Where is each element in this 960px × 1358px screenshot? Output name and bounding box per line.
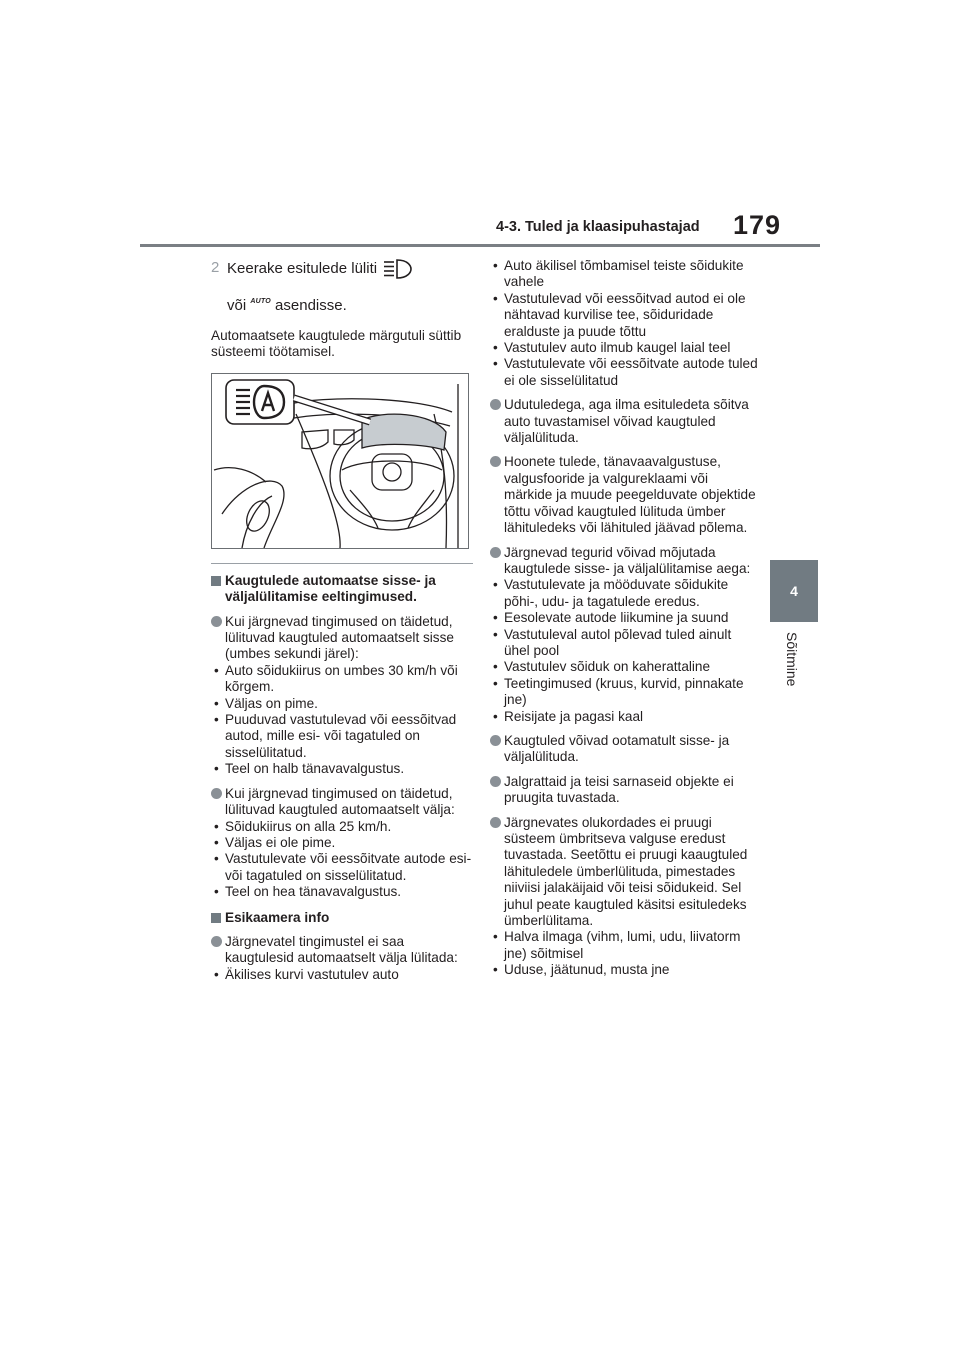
list-item: • Väljas ei ole pime. — [214, 834, 336, 850]
step-line-2 — [227, 292, 473, 316]
page-number: 179 — [733, 210, 782, 240]
list-item: • Vastutulevate või eessõitvate autode esi- või tagatuled on sisselülitatud. — [214, 851, 472, 883]
bullet-turn-off-conditions — [211, 786, 473, 819]
bullet-camera-conditions — [211, 934, 473, 967]
step-instruction — [211, 258, 473, 316]
bullet-dot-icon — [490, 735, 501, 746]
bullet-ambient-light-text: Järgnevates olukordades ei pruugi süsteem ümbritseva valguse eredust tuvastada. Seetõttu ei pruugi kaaugtuled lähituledele ümberlülituda, pimestades niiviisi jalakäijaid või teisi sõidukeid. Sel juhul peate kaugtuled käsitsi esituledeks ümberlülitama. — [504, 814, 748, 929]
bullet-fog-lights — [490, 397, 760, 446]
list-item: • Vastutuleval autol põlevad tuled ainult ühel pool — [493, 626, 732, 658]
bullet-dot-icon — [490, 399, 501, 410]
list-item: • Vastutulev sõiduk on kaherattaline — [493, 659, 711, 675]
list-item-text: Vastutulevate ja mööduvate sõidukite põhi-, udu- ja tagatulede eredus. — [504, 577, 729, 609]
list-item: • Äkilises kurvi vastutulev auto — [214, 966, 399, 982]
list-item-text: Teel on hea tänavavalgustus. — [225, 884, 402, 900]
list-item: • Auto sõidukiirus on umbes 30 km/h või kõrgem. — [214, 662, 458, 695]
indicator-lead-text: Automaatsete kaugtulede märgutuli süttib süsteemi töötamisel. — [211, 328, 462, 360]
bullet-reflections-text: Hoonete tulede, tänavaavalgustuse, valgusfooride ja valgureklaami või märkide ja muude peegelduvate objektide tõttu võivad kaugtuled lülituda ümber lähituledeks või lähituled jäävad põlema. — [504, 454, 756, 536]
list-item-text: Vastutulevate või eessõitvate autode tuled ei ole sisselülitatud — [504, 356, 758, 388]
bullet-camera-text: Järgnevatel tingimustel ei saa kaugtulesid automaatselt välja lülitada: — [225, 933, 458, 966]
list-item: • Vastutulevate või eessõitvate autode tuled ei ole sisselülitatud — [493, 356, 758, 388]
list-item-text: Sõidukiirus on alla 25 km/h. — [225, 818, 392, 834]
bullet-unexpected-text: Kaugtuled võivad ootamatult sisse- ja väljalülituda. — [504, 732, 730, 765]
list-item-text: Vastutulevate või eessõitvate autode esi- või tagatuled on sisselülitatud. — [225, 851, 472, 883]
left-column — [211, 258, 473, 983]
right-column — [490, 258, 760, 979]
bullet-dot-icon — [211, 788, 222, 799]
bullet-dot-icon — [490, 776, 501, 787]
bullet-turn-on-text: Kui järgnevad tingimused on täidetud, lülituvad kaugtuled automaatselt sisse (umbes sekundi järel): — [225, 613, 454, 662]
bullet-dot-icon — [211, 616, 222, 627]
list-item: • Halva ilmaga (vihm, lumi, udu, liivatorm jne) sõitmisel — [493, 929, 741, 961]
section-heading-conditions — [211, 573, 473, 606]
chapter-number: 4 — [790, 583, 798, 599]
bullet-unexpected — [490, 733, 760, 766]
section-title: 4-3. Tuled ja klaasipuhastajad — [496, 219, 700, 235]
list-item-text: Väljas on pime. — [225, 695, 318, 711]
bullet-dot-icon — [211, 936, 222, 947]
bullet-bicycles — [490, 774, 760, 807]
list-item: • Sõidukiirus on alla 25 km/h. — [214, 818, 392, 834]
header-divider — [140, 244, 820, 247]
bullet-dot-icon — [490, 817, 501, 828]
section-square-icon — [211, 913, 221, 923]
bullet-turn-on-conditions — [211, 614, 473, 663]
chapter-title-text: Sõitmine — [784, 632, 800, 687]
list-item: • Teel on halb tänavavalgustus. — [214, 761, 405, 777]
list-item-text: Teetingimused (kruus, kurvid, pinnakate jne) — [504, 675, 744, 708]
step-text-1: Keerake esitulede lüliti — [227, 259, 378, 277]
bullet-turn-off-text: Kui järgnevad tingimused on täidetud, lülituvad kaugtuled automaatselt välja: — [225, 785, 455, 818]
step-line-1 — [227, 258, 473, 280]
list-item: • Vastutulev auto ilmub kaugel laial teel — [493, 340, 731, 356]
figure-divider — [211, 563, 473, 564]
list-item-text: Vastutuleval autol põlevad tuled ainult ühel pool — [504, 626, 732, 658]
bullet-reflections — [490, 454, 760, 536]
list-item: • Eesolevate autode liikumine ja suund — [493, 610, 729, 626]
list-item-text: Reisijate ja pagasi kaal — [504, 708, 644, 724]
list-item-text: Vastutulev sõiduk on kaherattaline — [504, 659, 711, 675]
list-item: • Puuduvad vastutulevad või eessõitvad autod, mille esi- või tagatuled on sisselülitatud. — [214, 712, 457, 760]
section-heading-camera — [211, 910, 473, 926]
list-item-text: Eesolevate autode liikumine ja suund — [504, 610, 729, 626]
section-heading-camera-text: Esikaamera info — [225, 909, 330, 925]
list-item-text: Äkilises kurvi vastutulev auto — [225, 966, 399, 982]
list-item-text: Halva ilmaga (vihm, lumi, udu, liivatorm jne) sõitmisel — [504, 929, 741, 961]
list-item-text: Vastutulevad või eessõitvad autod ei ole nähtavad kurvilise tee, sõiduridade eralduste ja puude tõttu — [504, 290, 746, 339]
list-item: • Väljas on pime. — [214, 695, 318, 711]
list-item: • Teetingimused (kruus, kurvid, pinnakate jne) — [493, 675, 744, 708]
headlight-switch-icon — [381, 258, 413, 280]
section-heading-conditions-text: Kaugtulede automaatse sisse- ja väljalülitamise eeltingimused. — [225, 572, 436, 605]
auto-position-symbol: AUTO — [250, 298, 271, 305]
list-item-text: Teel on halb tänavavalgustus. — [225, 761, 405, 777]
step-number: 2 — [211, 259, 220, 276]
list-item: • Vastutulevad või eessõitvad autod ei ole nähtavad kurvilise tee, sõiduridade eralduste ja puude tõttu — [493, 290, 746, 339]
step-text-2b: asendisse. — [275, 297, 347, 314]
list-item: • Vastutulevate ja mööduvate sõidukite põhi-, udu- ja tagatulede eredus. — [493, 577, 729, 609]
list-item: • Reisijate ja pagasi kaal — [493, 708, 644, 724]
step-text-2a: või — [227, 297, 247, 314]
bullet-dot-icon — [490, 547, 501, 558]
chapter-tab — [770, 560, 818, 622]
list-item-text: Auto sõidukiirus on umbes 30 km/h või kõrgem. — [225, 662, 458, 695]
list-item-text: Väljas ei ole pime. — [225, 834, 336, 850]
list-item-text: Vastutulev auto ilmub kaugel laial teel — [504, 340, 731, 356]
bullet-fog-lights-text: Udutuledega, aga ilma esituledeta sõitva auto tuvastamisel võivad kaugtuled väljalülituda. — [504, 397, 749, 446]
bullet-ambient-light — [490, 815, 760, 930]
list-item: • Teel on hea tänavavalgustus. — [214, 884, 402, 900]
dashboard-drawing — [212, 374, 468, 548]
list-item: • Auto äkilisel tõmbamisel teiste sõidukite vahele — [493, 258, 744, 290]
list-item: • Uduse, jäätunud, musta jne — [493, 962, 670, 978]
chapter-title — [786, 632, 802, 712]
bullet-timing-text: Järgnevad tegurid võivad mõjutada kaugtulede sisse- ja väljalülitamise aega: — [504, 544, 751, 576]
list-item-text: Puuduvad vastutulevad või eessõitvad autod, mille esi- või tagatuled on sisselülitatud. — [225, 712, 457, 760]
dashboard-illustration — [211, 373, 469, 549]
bullet-bicycles-text: Jalgrattaid ja teisi sarnaseid objekte ei pruugita tuvastada. — [504, 773, 734, 806]
section-square-icon — [211, 576, 221, 586]
list-item-text: Auto äkilisel tõmbamisel teiste sõidukite vahele — [504, 258, 744, 290]
bullet-dot-icon — [490, 456, 501, 467]
list-item-text: Uduse, jäätunud, musta jne — [504, 962, 670, 978]
bullet-timing-factors — [490, 545, 760, 578]
